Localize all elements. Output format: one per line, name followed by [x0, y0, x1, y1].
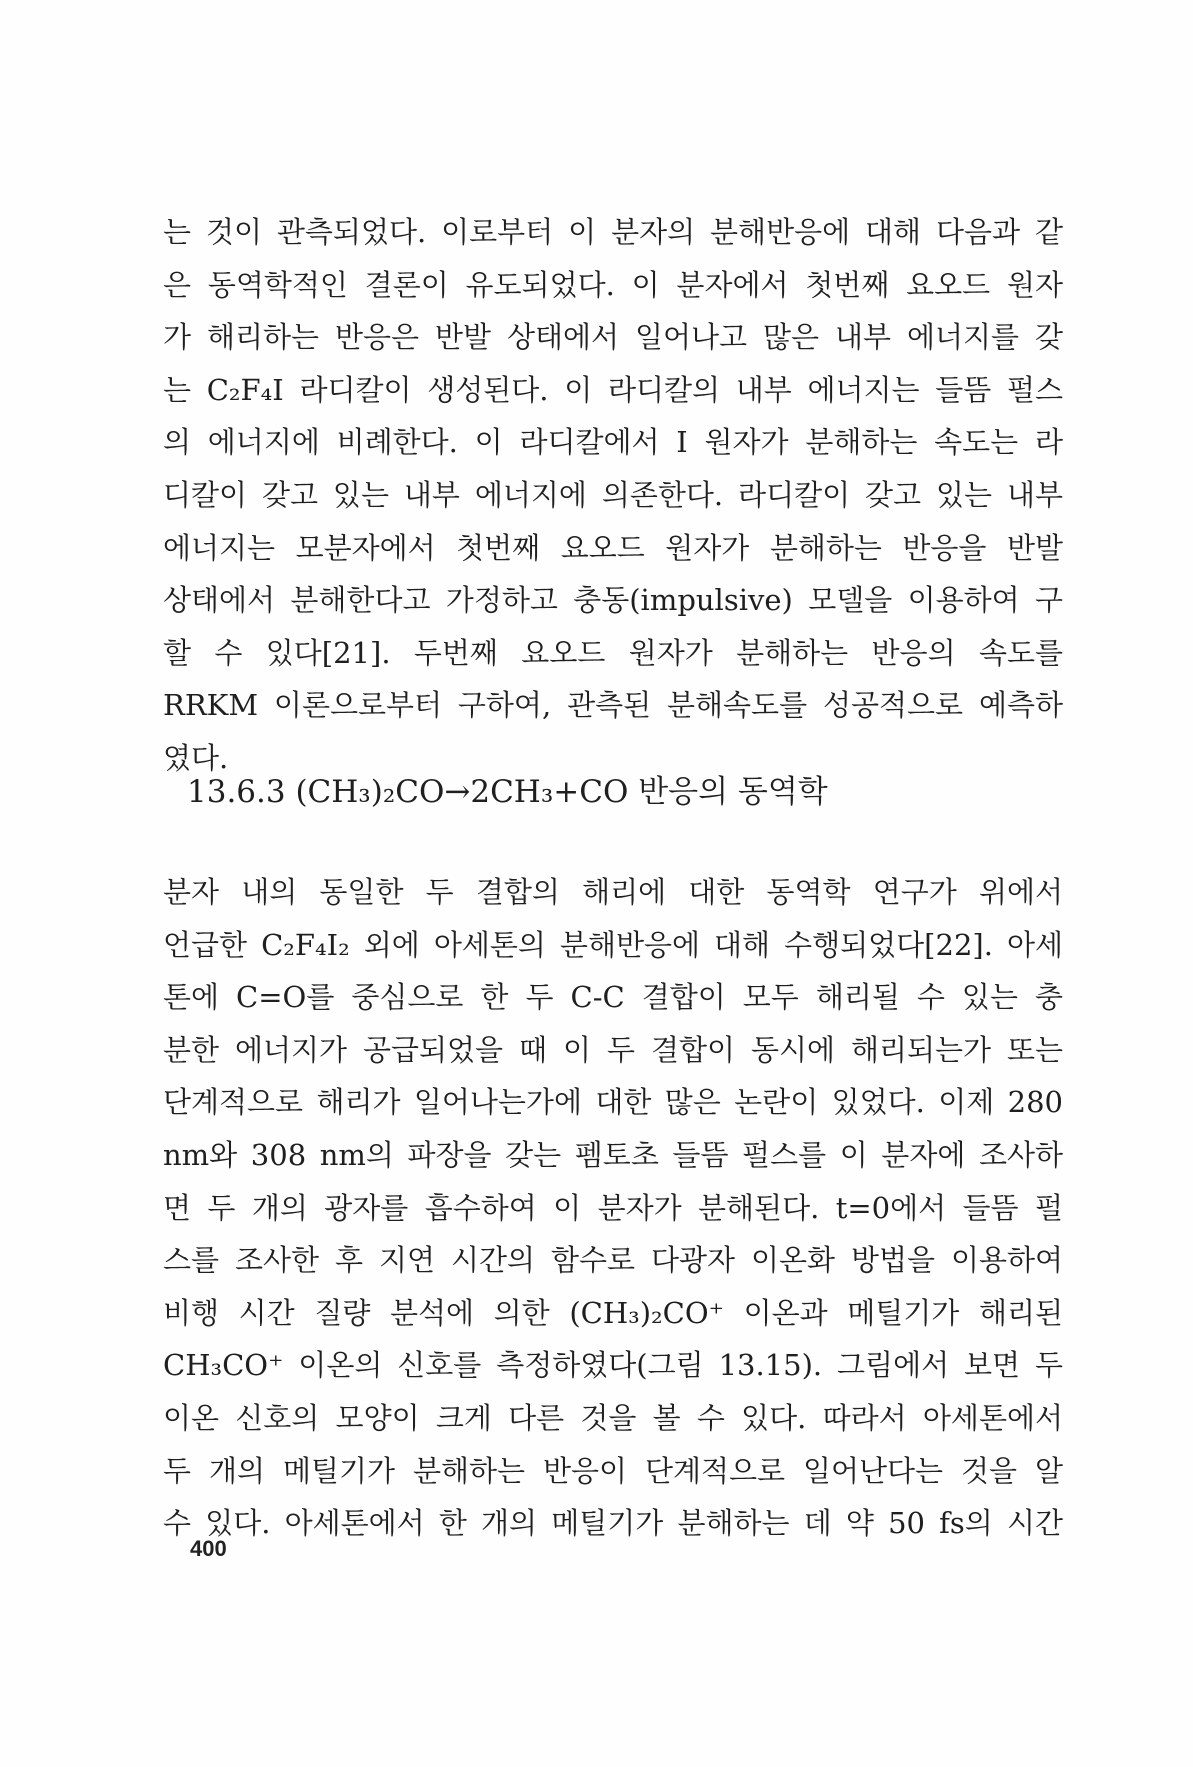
text-line: 의 에너지에 비례한다. 이 라디칼에서 I 원자가 분해하는 속도는 라: [163, 425, 1063, 460]
text-line: 면 두 개의 광자를 흡수하여 이 분자가 분해된다. t=0에서 들뜸 펄: [163, 1190, 1063, 1225]
page-number: 400: [190, 1536, 227, 1561]
text-line: 가 해리하는 반응은 반발 상태에서 일어나고 많은 내부 에너지를 갖: [163, 320, 1063, 355]
section-heading: 13.6.3 (CH₃)₂CO→2CH₃+CO 반응의 동역학: [187, 774, 828, 810]
text-line: 상태에서 분해한다고 가정하고 충동(impulsive) 모델을 이용하여 구: [163, 583, 1063, 618]
text-line: RRKM 이론으로부터 구하여, 관측된 분해속도를 성공적으로 예측하: [163, 688, 1063, 723]
text-line: 였다.: [163, 740, 229, 775]
text-line: 수 있다. 아세톤에서 한 개의 메틸기가 분해하는 데 약 50 fs의 시간: [163, 1506, 1063, 1541]
text-line: CH₃CO⁺ 이온의 신호를 측정하였다(그림 13.15). 그림에서 보면 두: [163, 1348, 1063, 1383]
text-line: 이온 신호의 모양이 크게 다른 것을 볼 수 있다. 따라서 아세톤에서: [163, 1400, 1063, 1435]
text-line: 할 수 있다[21]. 두번째 요오드 원자가 분해하는 반응의 속도를: [163, 635, 1063, 670]
text-line: nm와 308 nm의 파장을 갖는 펨토초 들뜸 펄스를 이 분자에 조사하: [163, 1137, 1063, 1172]
text-line: 디칼이 갖고 있는 내부 에너지에 의존한다. 라디칼이 갖고 있는 내부: [163, 477, 1063, 512]
text-line: 에너지는 모분자에서 첫번째 요오드 원자가 분해하는 반응을 반발: [163, 530, 1063, 565]
text-line: 는 C₂F₄I 라디칼이 생성된다. 이 라디칼의 내부 에너지는 들뜸 펄스: [163, 372, 1063, 407]
text-line: 두 개의 메틸기가 분해하는 반응이 단계적으로 일어난다는 것을 알: [163, 1453, 1063, 1488]
text-line: 분자 내의 동일한 두 결합의 해리에 대한 동역학 연구가 위에서: [163, 875, 1063, 909]
text-line: 단계적으로 해리가 일어나는가에 대한 많은 논란이 있었다. 이제 280: [163, 1085, 1063, 1120]
text-line: 비행 시간 질량 분석에 의한 (CH₃)₂CO⁺ 이온과 메틸기가 해리된: [163, 1295, 1063, 1330]
paragraph-1: [163, 206, 1063, 785]
paragraph-2: [163, 866, 1063, 1550]
text-line: 분한 에너지가 공급되었을 때 이 두 결합이 동시에 해리되는가 또는: [163, 1032, 1063, 1067]
text-line: 는 것이 관측되었다. 이로부터 이 분자의 분해반응에 대해 다음과 같: [163, 215, 1063, 249]
text-line: 언급한 C₂F₄I₂ 외에 아세톤의 분해반응에 대해 수행되었다[22]. 아세: [163, 927, 1063, 962]
text-line: 스를 조사한 후 지연 시간의 함수로 다광자 이온화 방법을 이용하여: [163, 1243, 1063, 1278]
text-line: 톤에 C=O를 중심으로 한 두 C-C 결합이 모두 해리될 수 있는 충: [163, 980, 1063, 1015]
text-line: 은 동역학적인 결론이 유도되었다. 이 분자에서 첫번째 요오드 원자: [163, 267, 1063, 302]
